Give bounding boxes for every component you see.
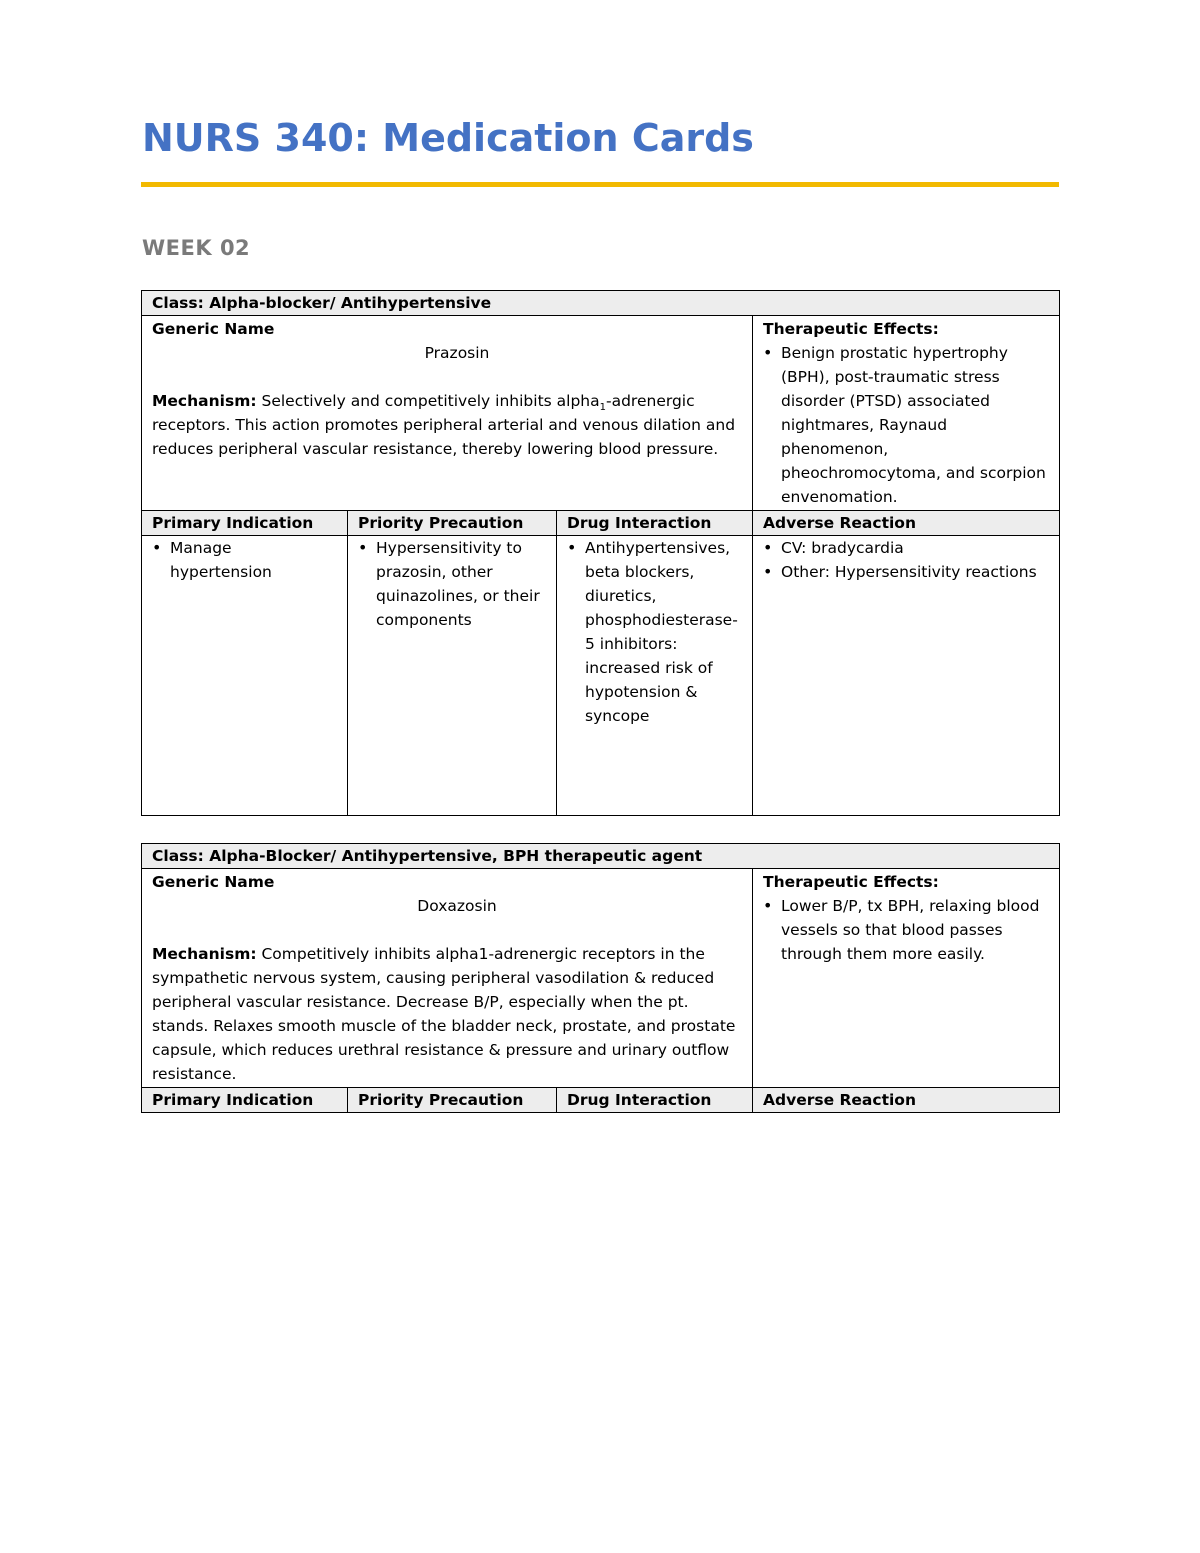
primary-indication-header: Primary Indication bbox=[142, 511, 348, 536]
adverse-reaction-header: Adverse Reaction bbox=[753, 511, 1060, 536]
drug-interaction-header: Drug Interaction bbox=[557, 1088, 753, 1113]
drug-class-cell bbox=[142, 844, 1060, 869]
therapeutic-effect-item: • Benign prostatic hypertrophy (BPH), post-traumatic stress disorder (PTSD) associated nightmares, Raynaud phenomenon, pheochromocytoma, and scorpion envenomation. bbox=[763, 341, 1049, 509]
drug-class-label: Class: Alpha-Blocker/ Antihypertensive, BPH therapeutic agent bbox=[152, 847, 703, 865]
primary-indication-header: Primary Indication bbox=[142, 1088, 348, 1113]
mechanism-subscript: 1 bbox=[599, 402, 606, 414]
priority-precaution-cell bbox=[348, 536, 557, 816]
mechanism-label: Mechanism: bbox=[152, 392, 257, 410]
therapeutic-effects-label: Therapeutic Effects: bbox=[763, 320, 939, 338]
drug-interaction-header: Drug Interaction bbox=[557, 511, 753, 536]
therapeutic-effect-item: • Lower B/P, tx BPH, relaxing blood vessels so that blood passes through them more easily. bbox=[763, 894, 1049, 966]
mechanism-label: Mechanism: bbox=[152, 945, 257, 963]
generic-name-label: Generic Name bbox=[152, 320, 275, 338]
page-title: NURS 340: Medication Cards bbox=[142, 116, 754, 160]
title-divider bbox=[141, 182, 1059, 187]
generic-name-label: Generic Name bbox=[152, 873, 275, 891]
adverse-reaction-item: • Other: Hypersensitivity reactions bbox=[763, 560, 1049, 584]
mechanism-text bbox=[152, 942, 742, 1086]
primary-indication-item: • Manage hypertension bbox=[152, 536, 337, 584]
mechanism-text-part-a: Selectively and competitively inhibits alpha bbox=[256, 392, 600, 410]
primary-indication-cell bbox=[142, 536, 348, 816]
mechanism-text-body: Competitively inhibits alpha1-adrenergic receptors in the sympathetic nervous system, causing peripheral vasodilation & reduced peripheral vascular resistance. Decrease B/P, especially when the pt. stands. Relaxes smooth muscle of the bladder neck, prostate, and prostate capsule, which reduces urethral resistance & pressure and urinary outflow resistance. bbox=[152, 945, 736, 1083]
generic-mechanism-cell bbox=[142, 316, 753, 511]
therapeutic-effects-cell bbox=[753, 869, 1060, 1088]
priority-precaution-item: • Hypersensitivity to prazosin, other quinazolines, or their components bbox=[358, 536, 546, 632]
drug-class-cell bbox=[142, 291, 1060, 316]
medication-card-prazosin bbox=[141, 290, 1060, 816]
therapeutic-effects-label: Therapeutic Effects: bbox=[763, 873, 939, 891]
drug-interaction-cell bbox=[557, 536, 753, 816]
mechanism-text bbox=[152, 389, 742, 461]
priority-precaution-header: Priority Precaution bbox=[348, 1088, 557, 1113]
generic-mechanism-cell bbox=[142, 869, 753, 1088]
adverse-reaction-header: Adverse Reaction bbox=[753, 1088, 1060, 1113]
week-heading: WEEK 02 bbox=[142, 236, 251, 260]
mechanism-text-part-b: -adrenergic receptors. This action promotes peripheral arterial and venous dilation and reduces peripheral vascular resistance, thereby lowering blood pressure. bbox=[152, 392, 736, 458]
adverse-reaction-item: • CV: bradycardia bbox=[763, 536, 1049, 560]
drug-interaction-item: • Antihypertensives, beta blockers, diuretics, phosphodiesterase-5 inhibitors: increased risk of hypotension & syncope bbox=[567, 536, 742, 728]
therapeutic-effects-cell bbox=[753, 316, 1060, 511]
generic-name-value: Doxazosin bbox=[417, 897, 497, 915]
priority-precaution-header: Priority Precaution bbox=[348, 511, 557, 536]
adverse-reaction-cell bbox=[753, 536, 1060, 816]
medication-card-doxazosin bbox=[141, 843, 1060, 1113]
generic-name-value: Prazosin bbox=[424, 344, 490, 362]
drug-class-label: Class: Alpha-blocker/ Antihypertensive bbox=[152, 294, 492, 312]
